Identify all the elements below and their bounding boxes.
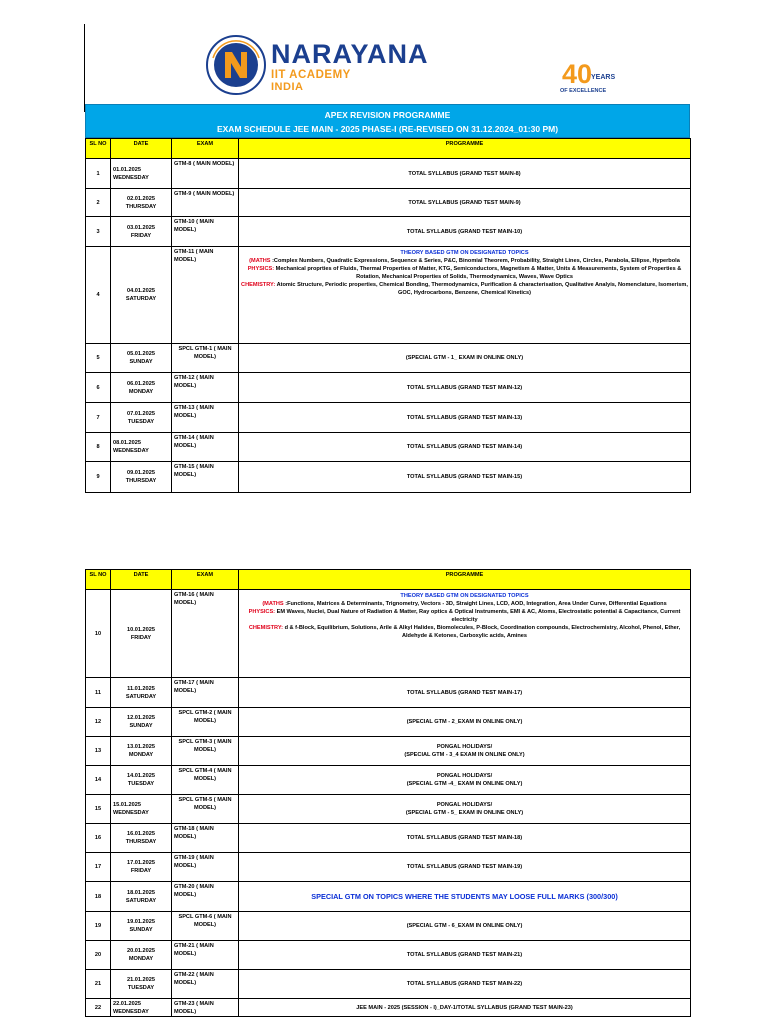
maths-label: (MATHS [249, 258, 271, 264]
programme-cell [239, 462, 691, 493]
day-value: SUNDAY [129, 723, 153, 729]
table-row [86, 403, 691, 433]
header-row [86, 139, 691, 159]
table-row [86, 462, 691, 493]
programme-text: TOTAL SYLLABUS (GRAND TEST MAIN-8) [408, 170, 521, 177]
programme-text: PONGAL HOLIDAYS/ [436, 773, 493, 779]
date-value: 19.01.2025 [127, 919, 155, 925]
physics-topics: Mechanical proprties of Fluids, Thermal Properties of Matter, KTG, Semiconductors, Magnetism & Matter, Units & Measurements, System of Properties & Rotation, Mechanical Properties of Solids, Thermodynamics, Waves, Wave Optics [274, 266, 682, 280]
header-date: DATE [111, 139, 172, 159]
sl-cell: 13 [86, 737, 111, 766]
exam-cell: GTM-12 ( MAIN MODEL) [172, 373, 239, 403]
brand-name: NARAYANA [271, 39, 429, 69]
table-row [86, 999, 691, 1017]
date-value: 07.01.2025 [127, 410, 155, 417]
sl-cell: 14 [86, 766, 111, 795]
programme-text: TOTAL SYLLABUS (GRAND TEST MAIN-21) [406, 952, 523, 958]
programme-cell [239, 433, 691, 462]
programme-text: TOTAL SYLLABUS (GRAND TEST MAIN-19) [406, 864, 523, 870]
programme-text-2: (SPECIAL GTM - 5_ EXAM IN ONLINE ONLY) [405, 810, 524, 816]
table-row [86, 708, 691, 737]
day-value: WEDNESDAY [113, 810, 149, 816]
day-value: FRIDAY [130, 232, 152, 239]
date-value: 20.01.2025 [127, 948, 155, 954]
exam-cell: GTM-18 ( MAIN MODEL) [172, 824, 239, 853]
schedule-table-1 [85, 138, 691, 493]
programme-text: TOTAL SYLLABUS (GRAND TEST MAIN-15) [406, 474, 523, 480]
sl-cell: 21 [86, 970, 111, 999]
table-row [86, 217, 691, 247]
date-cell [111, 247, 172, 344]
exam-cell: SPCL GTM-4 ( MAIN MODEL) [172, 766, 239, 795]
chemistry-block [241, 281, 688, 297]
chemistry-label: CHEMISTRY: [241, 282, 276, 288]
programme-cell [239, 853, 691, 882]
day-value: TUESDAY [127, 418, 155, 425]
table-row [86, 433, 691, 462]
programme-text-2: (SPECIAL GTM -4_ EXAM IN ONLINE ONLY) [406, 781, 523, 787]
table-row [86, 824, 691, 853]
date-cell [111, 373, 172, 403]
date-cell [111, 217, 172, 247]
maths-block [249, 258, 680, 264]
programme-cell [239, 708, 691, 737]
sl-cell: 10 [86, 590, 111, 678]
maths-label: (MATHS [262, 601, 284, 607]
header-sl: SL NO [86, 570, 111, 590]
physics-label: PHYSICS: [247, 266, 275, 272]
exam-cell: GTM-22 ( MAIN MODEL) [172, 970, 239, 999]
programme-text: TOTAL SYLLABUS (GRAND TEST MAIN-17) [406, 689, 523, 696]
date-cell [111, 403, 172, 433]
topics-body [241, 600, 688, 640]
programme-cell [239, 766, 691, 795]
day-value: SUNDAY [129, 927, 153, 933]
programme-text: TOTAL SYLLABUS (GRAND TEST MAIN-14) [406, 444, 523, 450]
exam-cell: GTM-11 ( MAIN MODEL) [172, 247, 239, 344]
physics-label: PHYSICS: [248, 609, 276, 615]
date-cell [111, 795, 172, 824]
sl-cell: 12 [86, 708, 111, 737]
date-cell [111, 941, 172, 970]
date-cell [111, 462, 172, 493]
exam-cell: GTM-8 ( MAIN MODEL) [172, 159, 239, 189]
table-row [86, 247, 691, 344]
sl-cell: 17 [86, 853, 111, 882]
sl-cell: 1 [86, 159, 111, 189]
header-programme: PROGRAMME [239, 139, 691, 159]
topics-title: THEORY BASED GTM ON DESIGNATED TOPICS [400, 593, 529, 599]
topics-title: THEORY BASED GTM ON DESIGNATED TOPICS [400, 250, 529, 256]
date-value: 03.01.2025 [127, 224, 155, 231]
exam-cell: SPCL GTM-5 ( MAIN MODEL) [172, 795, 239, 824]
date-cell [111, 433, 172, 462]
day-value: THURSDAY [125, 839, 157, 845]
exam-cell: GTM-17 ( MAIN MODEL) [172, 678, 239, 708]
chemistry-topics: Atomic Structure, Periodic properties, Chemical Bonding, Thermodynamics, Purification & characterisation, Qualitative Analyis, Nomenclature, Isomerism, GOC, Hydrocarbons, Benzene, Chemical Kinetics) [275, 282, 688, 296]
date-cell [111, 766, 172, 795]
maths-block [262, 601, 666, 607]
programme-cell [239, 999, 691, 1017]
table-row [86, 344, 691, 373]
left-margin-line [84, 24, 85, 112]
programme-text: PONGAL HOLIDAYS/ [436, 802, 493, 808]
day-value: MONDAY [128, 752, 154, 758]
sl-cell: 7 [86, 403, 111, 433]
date-value: 13.01.2025 [127, 744, 155, 750]
sl-cell: 11 [86, 678, 111, 708]
sl-cell: 20 [86, 941, 111, 970]
date-value: 18.01.2025 [127, 889, 155, 896]
sl-cell: 19 [86, 912, 111, 941]
day-value: SATURDAY [125, 296, 157, 302]
anniversary-tagline: OF EXCELLENCE [560, 88, 607, 94]
programme-cell [239, 882, 691, 912]
day-value: SUNDAY [129, 359, 153, 365]
programme-cell [239, 795, 691, 824]
date-value: 21.01.2025 [127, 977, 155, 983]
header-exam: EXAM [172, 570, 239, 590]
date-cell [111, 999, 172, 1017]
programme-cell [239, 403, 691, 433]
day-value: WEDNESDAY [113, 448, 149, 454]
narayana-logo [205, 34, 625, 96]
programme-text: TOTAL SYLLABUS (GRAND TEST MAIN-18) [406, 835, 523, 841]
chemistry-label: CHEMISTRY: [248, 625, 284, 631]
day-value: WEDNESDAY [113, 1008, 149, 1015]
emblem-icon [205, 34, 267, 96]
exam-cell: GTM-19 ( MAIN MODEL) [172, 853, 239, 882]
date-value: 08.01.2025 [113, 440, 141, 446]
table-row [86, 882, 691, 912]
date-cell [111, 970, 172, 999]
date-value: 15.01.2025 [113, 802, 141, 808]
sl-cell: 18 [86, 882, 111, 912]
exam-cell: SPCL GTM-3 ( MAIN MODEL) [172, 737, 239, 766]
exam-cell: GTM-21 ( MAIN MODEL) [172, 941, 239, 970]
header-row [86, 570, 691, 590]
programme-text: TOTAL SYLLABUS (GRAND TEST MAIN-9) [408, 199, 521, 206]
exam-cell: GTM-23 ( MAIN MODEL) [172, 999, 239, 1017]
exam-cell: GTM-15 ( MAIN MODEL) [172, 462, 239, 493]
banner-title: APEX REVISION PROGRAMME [324, 110, 451, 120]
day-value: MONDAY [128, 388, 154, 395]
maths-topics: :Complex Numbers, Quadratic Expressions, Sequence & Series, P&C, Binomial Theorem, Probability, Straight Lines, Circles, Parabola, Ellipse, Hyperbola [270, 258, 680, 264]
date-cell [111, 824, 172, 853]
exam-cell: GTM-20 ( MAIN MODEL) [172, 882, 239, 912]
table-row [86, 795, 691, 824]
exam-cell: GTM-13 ( MAIN MODEL) [172, 403, 239, 433]
date-value: 05.01.2025 [127, 351, 155, 357]
date-value: 14.01.2025 [127, 773, 155, 779]
programme-text-2: (SPECIAL GTM - 3_4 EXAM IN ONLINE ONLY) [404, 752, 525, 758]
day-value: FRIDAY [130, 634, 152, 641]
date-cell [111, 159, 172, 189]
table-row [86, 941, 691, 970]
date-value: 17.01.2025 [127, 860, 155, 866]
table-row [86, 590, 691, 678]
exam-cell: SPCL GTM-1 ( MAIN MODEL) [172, 344, 239, 373]
physics-block [241, 265, 688, 281]
physics-block [241, 608, 688, 624]
programme-text: TOTAL SYLLABUS (GRAND TEST MAIN-10) [406, 228, 523, 235]
exam-cell: GTM-9 ( MAIN MODEL) [172, 189, 239, 217]
date-cell [111, 189, 172, 217]
exam-cell: GTM-10 ( MAIN MODEL) [172, 217, 239, 247]
table-row [86, 678, 691, 708]
date-cell [111, 882, 172, 912]
date-value: 09.01.2025 [127, 470, 155, 476]
programme-cell [239, 912, 691, 941]
physics-topics: EM Waves, Nuclei, Dual Nature of Radiation & Matter, Ray optics & Optical Instruments, EMI & AC, Atoms, Electrostatic potential & Capacitance, Current electricity [275, 609, 681, 623]
table-row [86, 970, 691, 999]
sl-cell: 22 [86, 999, 111, 1017]
programme-cell [239, 217, 691, 247]
programme-cell [239, 373, 691, 403]
programme-text: PONGAL HOLIDAYS/ [436, 744, 493, 750]
programme-cell [239, 189, 691, 217]
date-cell [111, 853, 172, 882]
date-value: 12.01.2025 [127, 715, 155, 721]
day-value: TUESDAY [127, 781, 155, 787]
date-value: 22.01.2025 [113, 1000, 141, 1007]
date-value: 04.01.2025 [127, 288, 155, 294]
date-value: 02.01.2025 [127, 195, 155, 202]
header-exam: EXAM [172, 139, 239, 159]
date-value: 11.01.2025 [127, 685, 155, 692]
date-cell [111, 590, 172, 678]
anniversary-years: YEARS [591, 74, 616, 81]
anniversary-number: 40 [562, 59, 593, 89]
sl-cell: 16 [86, 824, 111, 853]
date-value: 10.01.2025 [127, 626, 155, 633]
sl-cell: 4 [86, 247, 111, 344]
sl-cell: 2 [86, 189, 111, 217]
chemistry-topics: d & f-Block, Equilibrium, Solutions, Arile & Alkyl Halides, Biomolecules, P-Block, Coordination compounds, Electrochemistry, Alcohol, Phenol, Ether, Aldehyde & Ketones, Carboxylic acids, Amines [283, 625, 681, 639]
sl-cell: 6 [86, 373, 111, 403]
date-value: 01.01.2025 [113, 166, 141, 173]
banner-subtitle: EXAM SCHEDULE JEE MAIN - 2025 PHASE-I (RE-REVISED ON 31.12.2024_01:30 PM) [216, 124, 559, 134]
sl-cell: 8 [86, 433, 111, 462]
schedule-banner [85, 104, 690, 138]
date-cell [111, 737, 172, 766]
exam-cell: SPCL GTM-6 ( MAIN MODEL) [172, 912, 239, 941]
programme-cell [239, 344, 691, 373]
table-row [86, 766, 691, 795]
brand-country: INDIA [271, 81, 304, 93]
table-row [86, 912, 691, 941]
day-value: SATURDAY [125, 897, 157, 904]
anniversary-badge [560, 60, 624, 96]
table-row [86, 737, 691, 766]
date-cell [111, 912, 172, 941]
date-cell [111, 678, 172, 708]
day-value: THURSDAY [125, 478, 157, 484]
maths-topics: :Functions, Matrices & Determinants, Trignometry, Vectors - 3D, Straight Lines, LCD, AOD, Integration, Area Under Curve, Differential Equations [283, 601, 667, 607]
sl-cell: 9 [86, 462, 111, 493]
programme-cell [239, 941, 691, 970]
programme-text: (SPECIAL GTM - 2_EXAM IN ONLINE ONLY) [406, 719, 523, 725]
programme-text: SPECIAL GTM ON TOPICS WHERE THE STUDENTS MAY LOOSE FULL MARKS (300/300) [311, 891, 618, 901]
day-value: SATURDAY [125, 693, 157, 700]
programme-text: (SPECIAL GTM - 6_EXAM IN ONLINE ONLY) [406, 923, 523, 929]
day-value: THURSDAY [125, 203, 157, 210]
topics-body [241, 257, 688, 297]
day-value: FRIDAY [130, 868, 152, 874]
programme-cell [239, 970, 691, 999]
date-cell [111, 344, 172, 373]
programme-text: JEE MAIN - 2025 (SESSION - I)_DAY-1/TOTAL SYLLABUS (GRAND TEST MAIN-23) [356, 1004, 573, 1011]
day-value: TUESDAY [127, 985, 155, 991]
day-value: WEDNESDAY [113, 174, 149, 181]
programme-text: TOTAL SYLLABUS (GRAND TEST MAIN-13) [406, 414, 523, 421]
programme-text: TOTAL SYLLABUS (GRAND TEST MAIN-22) [406, 981, 523, 987]
sl-cell: 5 [86, 344, 111, 373]
table-row [86, 853, 691, 882]
table-row [86, 373, 691, 403]
date-value: 16.01.2025 [127, 831, 155, 837]
exam-cell: GTM-14 ( MAIN MODEL) [172, 433, 239, 462]
sl-cell: 15 [86, 795, 111, 824]
programme-cell [239, 737, 691, 766]
programme-cell [239, 159, 691, 189]
header-programme: PROGRAMME [239, 570, 691, 590]
brand-subtitle: IIT ACADEMY [271, 69, 351, 81]
programme-text: TOTAL SYLLABUS (GRAND TEST MAIN-12) [406, 384, 523, 391]
exam-cell: SPCL GTM-2 ( MAIN MODEL) [172, 708, 239, 737]
date-cell [111, 708, 172, 737]
programme-cell [239, 247, 691, 344]
header-date: DATE [111, 570, 172, 590]
schedule-table-2 [85, 569, 691, 1017]
day-value: MONDAY [128, 956, 154, 962]
programme-cell [239, 678, 691, 708]
exam-cell: GTM-16 ( MAIN MODEL) [172, 590, 239, 678]
programme-text: (SPECIAL GTM - 1_ EXAM IN ONLINE ONLY) [405, 355, 524, 361]
programme-cell [239, 824, 691, 853]
date-value: 06.01.2025 [127, 380, 155, 387]
table-row [86, 189, 691, 217]
programme-cell [239, 590, 691, 678]
sl-cell: 3 [86, 217, 111, 247]
chemistry-block [241, 624, 688, 640]
header-sl: SL NO [86, 139, 111, 159]
table-row [86, 159, 691, 189]
